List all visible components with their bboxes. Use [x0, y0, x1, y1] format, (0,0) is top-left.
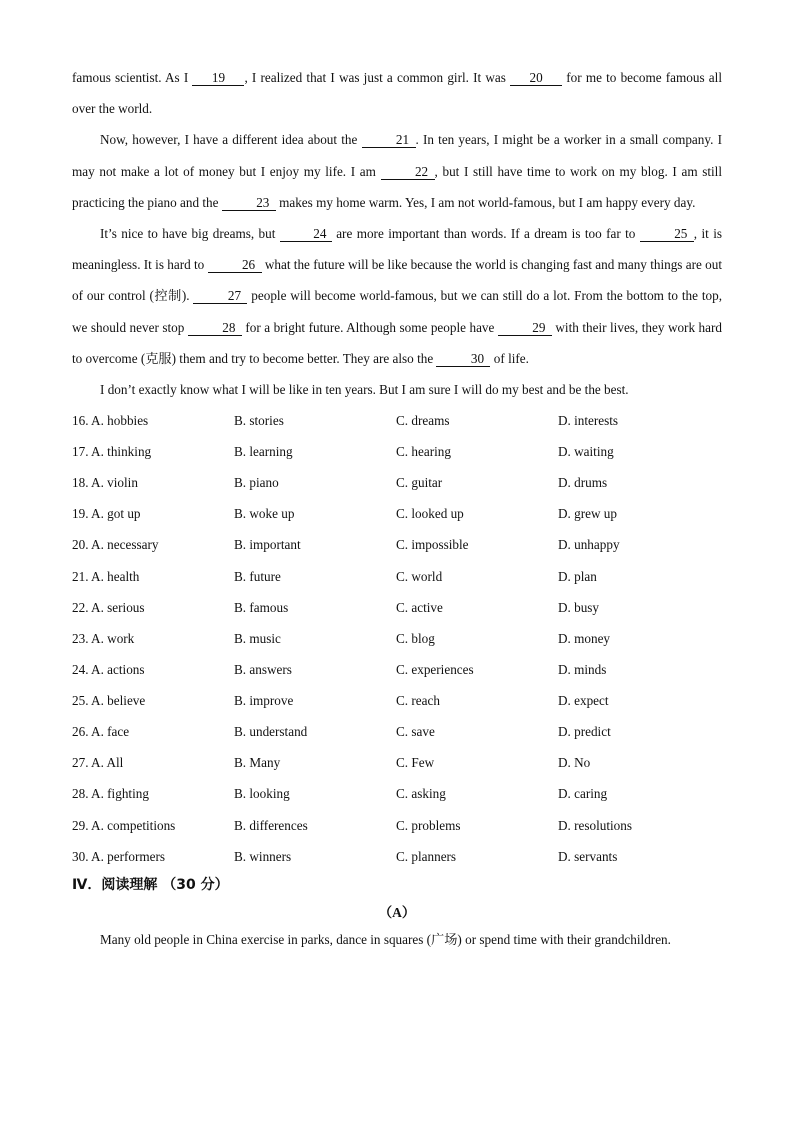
passage-text: . In ten years, I might be a worker in a small company. I may not make a lot of money but I enjoy my life. I am [72, 132, 722, 179]
option-c: C. asking [396, 786, 446, 802]
option-a: 20. A. necessary [72, 537, 159, 553]
option-row [72, 841, 722, 872]
document-page [72, 62, 722, 952]
option-a: 21. A. health [72, 568, 140, 584]
option-b: B. woke up [234, 506, 295, 522]
option-c: C. world [396, 568, 443, 584]
section-subtitle: （A） [378, 905, 416, 921]
passage-text: for me to become famous all over the world. [72, 70, 722, 117]
option-c: C. looked up [396, 506, 464, 522]
option-c: C. dreams [396, 412, 450, 428]
passage-paragraph-1 [72, 62, 722, 124]
option-d: D. drums [558, 475, 608, 491]
passage-text: , I realized that I was just a common girl. It was [244, 70, 511, 85]
option-a: 16. A. hobbies [72, 412, 149, 428]
option-d: D. minds [558, 661, 607, 677]
passage-text: , but I still have time to work on my blog. I am still practicing the piano and the [72, 163, 723, 210]
option-a: 19. A. got up [72, 506, 141, 522]
option-d: D. servants [558, 848, 618, 864]
option-d: D. predict [558, 724, 611, 740]
passage-text: of life. [490, 350, 529, 366]
option-d: D. caring [558, 786, 608, 802]
option-row [72, 717, 722, 748]
passage-text: famous scientist. As I [72, 70, 193, 85]
passage-text: what the future will be like because the world is changing fast and many things are out of our control (控制). [72, 257, 722, 304]
option-d: D. resolutions [558, 817, 632, 833]
option-b: B. improve [234, 693, 294, 709]
option-d: D. interests [558, 412, 619, 428]
passage-paragraph-4: I don’t exactly know what I will be like in ten years. But I am sure I will do my best and be the best. [100, 382, 629, 398]
option-d: D. grew up [558, 506, 617, 522]
option-row [72, 810, 722, 841]
passage-paragraph-3 [72, 218, 722, 374]
option-c: C. Few [396, 755, 435, 771]
option-c: C. guitar [396, 475, 443, 491]
option-row [72, 686, 722, 717]
option-a: 30. A. performers [72, 848, 166, 864]
blank-25: 25 [640, 226, 694, 242]
option-a: 17. A. thinking [72, 443, 152, 459]
blank-23: 23 [222, 195, 276, 211]
option-b: B. looking [234, 786, 290, 802]
option-b: B. famous [234, 599, 289, 615]
option-d: D. No [558, 755, 591, 771]
answer-options-table [72, 405, 722, 872]
option-d: D. money [558, 630, 611, 646]
option-b: B. winners [234, 848, 292, 864]
option-d: D. unhappy [558, 537, 620, 553]
option-b: B. differences [234, 817, 308, 833]
option-row [72, 654, 722, 685]
option-a: 22. A. serious [72, 599, 145, 615]
option-b: B. music [234, 630, 281, 646]
option-d: D. busy [558, 599, 600, 615]
passage-text: , it is meaningless. It is hard to [72, 226, 722, 273]
option-row [72, 592, 722, 623]
option-d: D. expect [558, 693, 609, 709]
option-a: 23. A. work [72, 630, 135, 646]
option-c: C. save [396, 724, 435, 740]
option-d: D. waiting [558, 443, 614, 459]
option-b: B. understand [234, 724, 308, 740]
option-a: 29. A. competitions [72, 817, 176, 833]
blank-21: 21 [362, 132, 416, 148]
option-c: C. reach [396, 693, 440, 709]
passage-text: for a bright future. Although some people have [241, 319, 498, 335]
option-row [72, 405, 722, 436]
option-c: C. experiences [396, 661, 474, 677]
blank-26: 26 [208, 257, 262, 273]
passage-text: people will become world-famous, but we can still do a lot. From the bottom to the top, we should never stop [72, 288, 722, 335]
option-b: B. learning [234, 443, 293, 459]
blank-28: 28 [188, 320, 242, 336]
option-row [72, 530, 722, 561]
passage-text: It’s nice to have big dreams, but [100, 226, 280, 242]
passage-text: with their lives, they work hard to overcome (克服) them and try to become better. They are also the [72, 319, 722, 366]
option-d: D. plan [558, 568, 597, 584]
option-row [72, 623, 722, 654]
blank-22: 22 [381, 164, 435, 180]
option-c: C. problems [396, 817, 461, 833]
option-row [72, 499, 722, 530]
passage-paragraph-2 [72, 124, 722, 218]
option-b: B. stories [234, 412, 284, 428]
option-c: C. blog [396, 630, 435, 646]
option-a: 18. A. violin [72, 475, 138, 491]
option-a: 27. A. All [72, 755, 124, 771]
option-row [72, 561, 722, 592]
option-row [72, 748, 722, 779]
option-b: B. answers [234, 661, 292, 677]
option-c: C. planners [396, 848, 457, 864]
section-title: Ⅳ．阅读理解 （30 分） [72, 877, 229, 894]
option-b: B. Many [234, 755, 281, 771]
passage-text: are more important than words. If a dream is too far to [331, 226, 640, 242]
blank-19: 19 [192, 70, 244, 86]
option-a: 26. A. face [72, 724, 130, 740]
blank-20: 20 [510, 70, 562, 86]
passage-text: makes my home warm. Yes, I am not world-famous, but I am happy every day. [275, 194, 696, 210]
option-c: C. hearing [396, 443, 451, 459]
blank-29: 29 [498, 320, 552, 336]
option-c: C. active [396, 599, 443, 615]
passage-text: Now, however, I have a different idea about the [100, 132, 362, 148]
option-b: B. important [234, 537, 301, 553]
blank-24: 24 [280, 226, 332, 242]
blank-30: 30 [436, 351, 490, 367]
option-a: 25. A. believe [72, 693, 146, 709]
option-a: 24. A. actions [72, 661, 145, 677]
blank-27: 27 [193, 288, 247, 304]
option-row [72, 779, 722, 810]
reading-intro: Many old people in China exercise in parks, dance in squares (广场) or spend time with their grandchildren. [100, 932, 671, 948]
option-c: C. impossible [396, 537, 469, 553]
option-b: B. future [234, 568, 281, 584]
option-row [72, 468, 722, 499]
option-row [72, 436, 722, 467]
option-b: B. piano [234, 475, 279, 491]
option-a: 28. A. fighting [72, 786, 149, 802]
